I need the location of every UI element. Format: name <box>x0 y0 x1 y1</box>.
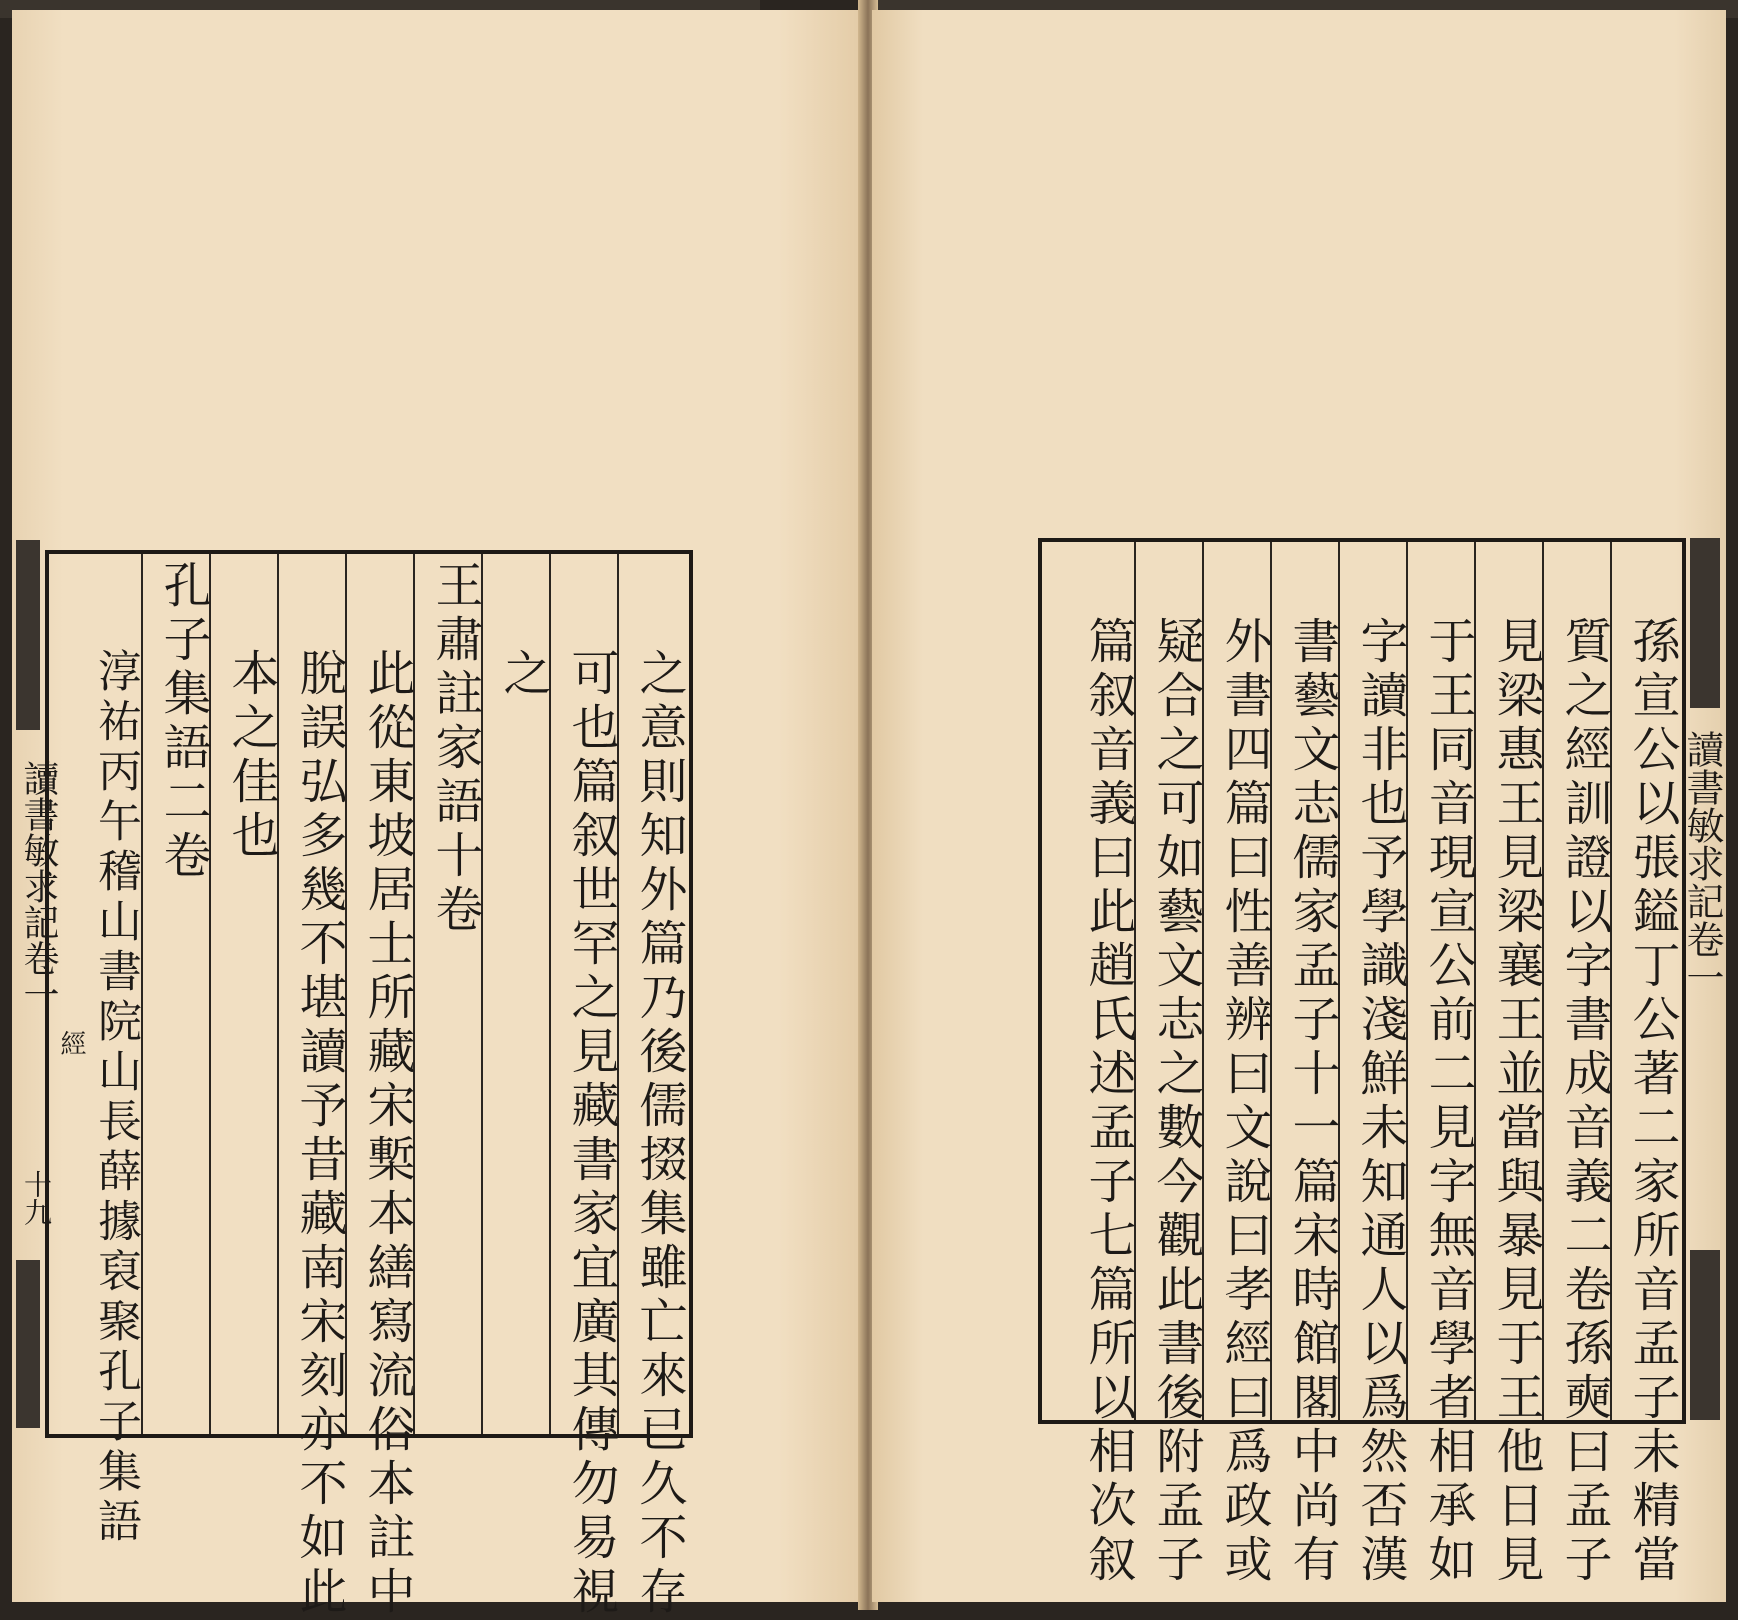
right-column-9: 篇叙音義曰此趙氏述孟子七篇所以相次叙 <box>1080 616 1136 1588</box>
left-fold-strip-bottom <box>16 1260 40 1428</box>
right-column-8: 疑合之可如藝文志之數今觀此書後附孟子 <box>1148 616 1204 1588</box>
right-column-2: 質之經訓證以字書成音義二卷孫奭曰孟子 <box>1556 616 1612 1588</box>
right-column-1: 孫宣公以張鎰丁公著二家所音孟子未精當 <box>1624 616 1680 1588</box>
right-column-4: 于王同音現宣公前二見字無音學者相承如 <box>1420 616 1476 1588</box>
left-fold-page: 十九 <box>20 1170 53 1226</box>
left-column-8: 孔子集語二卷 <box>155 560 211 884</box>
right-page <box>872 10 1726 1602</box>
right-column-5: 字讀非也予學識淺鮮未知通人以爲然否漢 <box>1352 616 1408 1588</box>
left-fold-title: 讀書敏求記卷一 <box>18 760 59 1012</box>
left-page <box>12 10 864 1620</box>
left-column-1: 之意則知外篇乃後儒掇集雖亡來已久不存 <box>631 648 687 1620</box>
left-column-9: 淳祐丙午稽山書院山長薛據裒聚孔子集語 <box>90 648 141 1548</box>
right-fold-title: 讀書敏求記卷一 <box>1680 730 1724 996</box>
right-fold-strip-bottom <box>1690 1250 1720 1420</box>
right-fold-strip-top <box>1690 538 1720 708</box>
left-text-frame <box>45 550 693 1620</box>
left-column-3: 之 <box>495 648 551 702</box>
left-column-2: 可也篇叙世罕之見藏書家宜廣其傳勿易視 <box>563 648 619 1620</box>
left-column-7: 本之佳也 <box>223 648 279 864</box>
left-column-5: 此從東坡居士所藏宋槧本繕寫流俗本註中 <box>359 648 415 1620</box>
left-column-6: 脫誤弘多幾不堪讀予昔藏南宋刻亦不如此 <box>291 648 347 1620</box>
left-fold-strip-top <box>16 540 40 730</box>
left-column-4: 王肅註家語十卷 <box>427 560 483 938</box>
right-column-3: 見梁惠王見梁襄王並當與暴見于王他日見 <box>1488 616 1544 1588</box>
left-fold-section: 經 <box>56 1030 86 1056</box>
right-text-frame <box>1038 538 1686 1588</box>
right-column-6: 書藝文志儒家孟子十一篇宋時館閣中尚有 <box>1284 616 1340 1588</box>
right-column-7: 外書四篇曰性善辨曰文說曰孝經曰爲政或 <box>1216 616 1272 1588</box>
